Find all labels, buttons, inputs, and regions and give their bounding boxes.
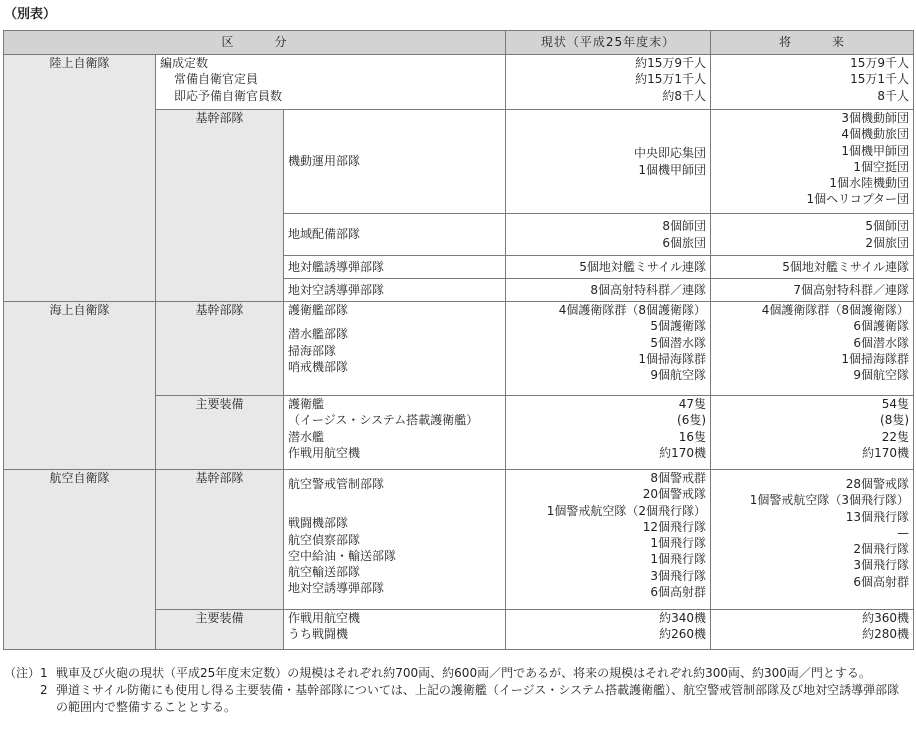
note-item	[4, 682, 909, 716]
note-text: 弾道ミサイル防衛にも使用し得る主要装備・基幹部隊については、上記の護衛艦（イージス・システム搭載護衛艦）、航空警戒管制部隊及び地対空誘導弾部隊の範囲内で整備することとする。	[56, 683, 900, 714]
gsdf-mobile-future: 3個機動師団 4個機動旅団 1個機甲師団 1個空挺団 1個水陸機動団 1個ヘリコプター団	[711, 110, 914, 214]
note-text: 戦車及び火砲の現状（平成25年度末定数）の規模はそれぞれ約700両、約600両／門であるが、将来の規模はそれぞれ約300両、約300両／門とする。	[56, 666, 871, 680]
note-number: 2	[40, 683, 48, 697]
gsdf-mobile-unit: 機動運用部隊	[284, 110, 506, 214]
asdf-equip-future: 約360機 約280機	[711, 610, 914, 650]
asdf-core-current: 8個警戒群 20個警戒隊 1個警戒航空隊（2個飛行隊） 12個飛行隊 1個飛行隊 1個飛行隊 3個飛行隊 6個高射群	[506, 470, 711, 610]
header-future: 将 来	[711, 31, 914, 55]
asdf-core-row	[4, 470, 914, 610]
gsdf-strength-future: 15万9千人 15万1千人 8千人	[711, 55, 914, 110]
msdf-equip-future: 54隻 (8隻) 22隻 約170機	[711, 396, 914, 470]
gsdf-strength-row	[4, 55, 914, 110]
gsdf-label: 陸上自衛隊	[4, 55, 156, 302]
header-row	[4, 31, 914, 55]
table-caption: （別表）	[4, 7, 57, 22]
header-division: 区 分	[4, 31, 506, 55]
gsdf-strength-current: 約15万9千人 約15万1千人 約8千人	[506, 55, 711, 110]
msdf-equip-items: 護衛艦 （イージス・システム搭載護衛艦） 潜水艦 作戦用航空機	[284, 396, 506, 470]
gsdf-regional-current: 8個師団 6個旅団	[506, 214, 711, 256]
gsdf-sam-current: 8個高射特科群／連隊	[506, 279, 711, 302]
gsdf-mobile-current: 中央即応集団 1個機甲師団	[506, 110, 711, 214]
asdf-core-future: 28個警戒隊 1個警戒航空隊（3個飛行隊） 13個飛行隊 — 2個飛行隊 3個飛行隊 6個高射群	[711, 470, 914, 610]
note-item	[4, 665, 909, 682]
gsdf-ssm-future: 5個地対艦ミサイル連隊	[711, 256, 914, 279]
gsdf-sam-future: 7個高射特科群／連隊	[711, 279, 914, 302]
defense-force-table	[3, 30, 914, 650]
note-number: 1	[40, 666, 48, 680]
asdf-equip-items: 作戦用航空機 うち戦闘機	[284, 610, 506, 650]
msdf-equip-label: 主要装備	[156, 396, 284, 470]
msdf-label: 海上自衛隊	[4, 302, 156, 470]
msdf-core-label: 基幹部隊	[156, 302, 284, 396]
msdf-core-future: 4個護衛隊群（8個護衛隊） 6個護衛隊 6個潜水隊 1個掃海隊群 9個航空隊	[711, 302, 914, 396]
gsdf-sam-unit: 地対空誘導弾部隊	[284, 279, 506, 302]
gsdf-regional-unit: 地域配備部隊	[284, 214, 506, 256]
gsdf-regional-future: 5個師団 2個旅団	[711, 214, 914, 256]
asdf-equip-current: 約340機 約260機	[506, 610, 711, 650]
asdf-core-units: 航空警戒管制部隊 戦闘機部隊 航空偵察部隊 空中給油・輸送部隊 航空輸送部隊 地対空誘導弾部隊	[284, 470, 506, 610]
msdf-core-current: 4個護衛隊群（8個護衛隊） 5個護衛隊 5個潜水隊 1個掃海隊群 9個航空隊	[506, 302, 711, 396]
asdf-core-label: 基幹部隊	[156, 470, 284, 610]
notes-mark: （注）	[4, 666, 41, 680]
gsdf-strength-items: 編成定数 常備自衛官定員 即応予備自衛官員数	[156, 55, 506, 110]
asdf-label: 航空自衛隊	[4, 470, 156, 650]
asdf-equip-label: 主要装備	[156, 610, 284, 650]
gsdf-ssm-unit: 地対艦誘導弾部隊	[284, 256, 506, 279]
header-current: 現状（平成25年度末）	[506, 31, 711, 55]
msdf-core-units: 護衛艦部隊 潜水艦部隊 掃海部隊 哨戒機部隊	[284, 302, 506, 396]
gsdf-ssm-current: 5個地対艦ミサイル連隊	[506, 256, 711, 279]
gsdf-core-label: 基幹部隊	[156, 110, 284, 302]
notes	[4, 665, 909, 716]
msdf-equip-current: 47隻 (6隻) 16隻 約170機	[506, 396, 711, 470]
msdf-core-row	[4, 302, 914, 396]
